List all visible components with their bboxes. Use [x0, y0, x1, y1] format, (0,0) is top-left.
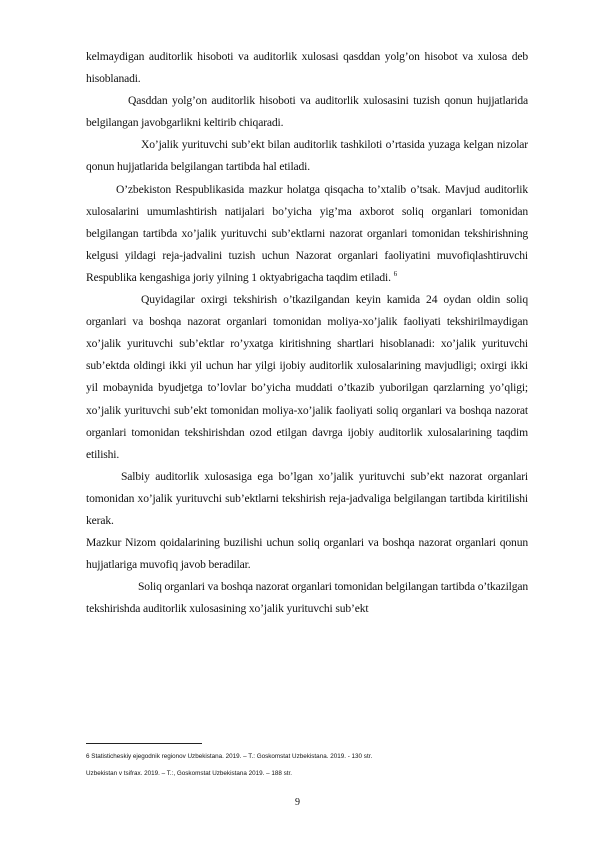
footnote-reference[interactable]: 6	[393, 270, 397, 279]
page-number: 9	[295, 797, 300, 808]
footnote-1: 6 Statisticheskiy ejegodnik regionov Uzbekistana. 2019. – T.: Goskomstat Uzbekistana. 2019. - 130 str.	[86, 753, 373, 760]
footnote-2: Uzbekistan v tsifrax. 2019. – T.:, Goskomstat Uzbekistana 2019. – 188 str.	[86, 770, 293, 777]
body-text	[86, 46, 528, 620]
paragraph-2: Qasddan yolg’on auditorlik hisoboti va auditorlik xulosasini tuzish qonun hujjatlarida belgilangan javobgarlikni keltirib chiqaradi.	[86, 94, 528, 130]
footnote-divider	[86, 743, 202, 744]
paragraph-4	[86, 179, 528, 289]
paragraph-5: Quyidagilar oxirgi tekshirish o’tkazilgandan keyin kamida 24 oydan oldin soliq organlari va boshqa nazorat organlari tomonidan moliya-xo’jalik faoliyati tekshirilmaydigan xo’jalik yurituvchi sub’ektlar ro’yxatga kiritishning shartlari hisoblanadi: xo’jalik yurituvchi sub’ektda oldingi ikki yil uchun har yilgi ijobiy auditorlik xulosalarining mavjudligi; oxirgi ikki yil mobaynida byudjetga to’lovlar bo’yicha muddati o’tkazib yuborilgan qarzlarning yo’qligi; xo’jalik yurituvchi sub’ekt tomonidan moliya-xo’jalik faoliyati soliq organlari va boshqa nazorat organlari tomonidan tekshirishdan ozod etilgan davrga ijobiy auditorlik xulosalarining taqdim etilishi.	[86, 293, 528, 461]
paragraph-3: Xo’jalik yurituvchi sub’ekt bilan auditorlik tashkiloti o’rtasida yuzaga kelgan nizolar qonun hujjatlarida belgilangan tartibda hal etiladi.	[86, 138, 528, 174]
paragraph-4-text: O’zbekiston Respublikasida mazkur holatga qisqacha to’xtalib o’tsak. Mavjud auditorlik xulosalarini umumlashtirish natijalari bo’yicha yig’ma axborot soliq organlari tomonidan belgilangan tartibda xo’jalik yurituvchi sub’ektlarni nazorat organlari tomonidan tekshirishning kelgusi yildagi reja-jadvalini tuzish uchun Nazorat organlari faoliyatini muvofiqlashtiruvchi Respublika kengashiga joriy yilning 1 oktyabrigacha taqdim etiladi.	[86, 182, 528, 284]
paragraph-7: Mazkur Nizom qoidalarining buzilishi uchun soliq organlari va boshqa nazorat organlari qonun hujjatlariga muvofiq javob beradilar.	[86, 536, 528, 572]
paragraph-1: kelmaydigan auditorlik hisoboti va auditorlik xulosasi qasddan yolg’on hisobot va xulosa deb hisoblanadi.	[86, 50, 528, 86]
paragraph-6: Salbiy auditorlik xulosasiga ega bo’lgan xo’jalik yurituvchi sub’ekt nazorat organlari tomonidan xo’jalik yurituvchi sub’ektlarni tekshirish reja-jadvaliga belgilangan tartibda kiritilishi kerak.	[86, 469, 528, 527]
paragraph-8: Soliq organlari va boshqa nazorat organlari tomonidan belgilangan tartibda o’tkazilgan tekshirishda auditorlik xulosasining xo’jalik yurituvchi sub’ekt	[86, 580, 528, 616]
footnotes	[86, 748, 528, 782]
